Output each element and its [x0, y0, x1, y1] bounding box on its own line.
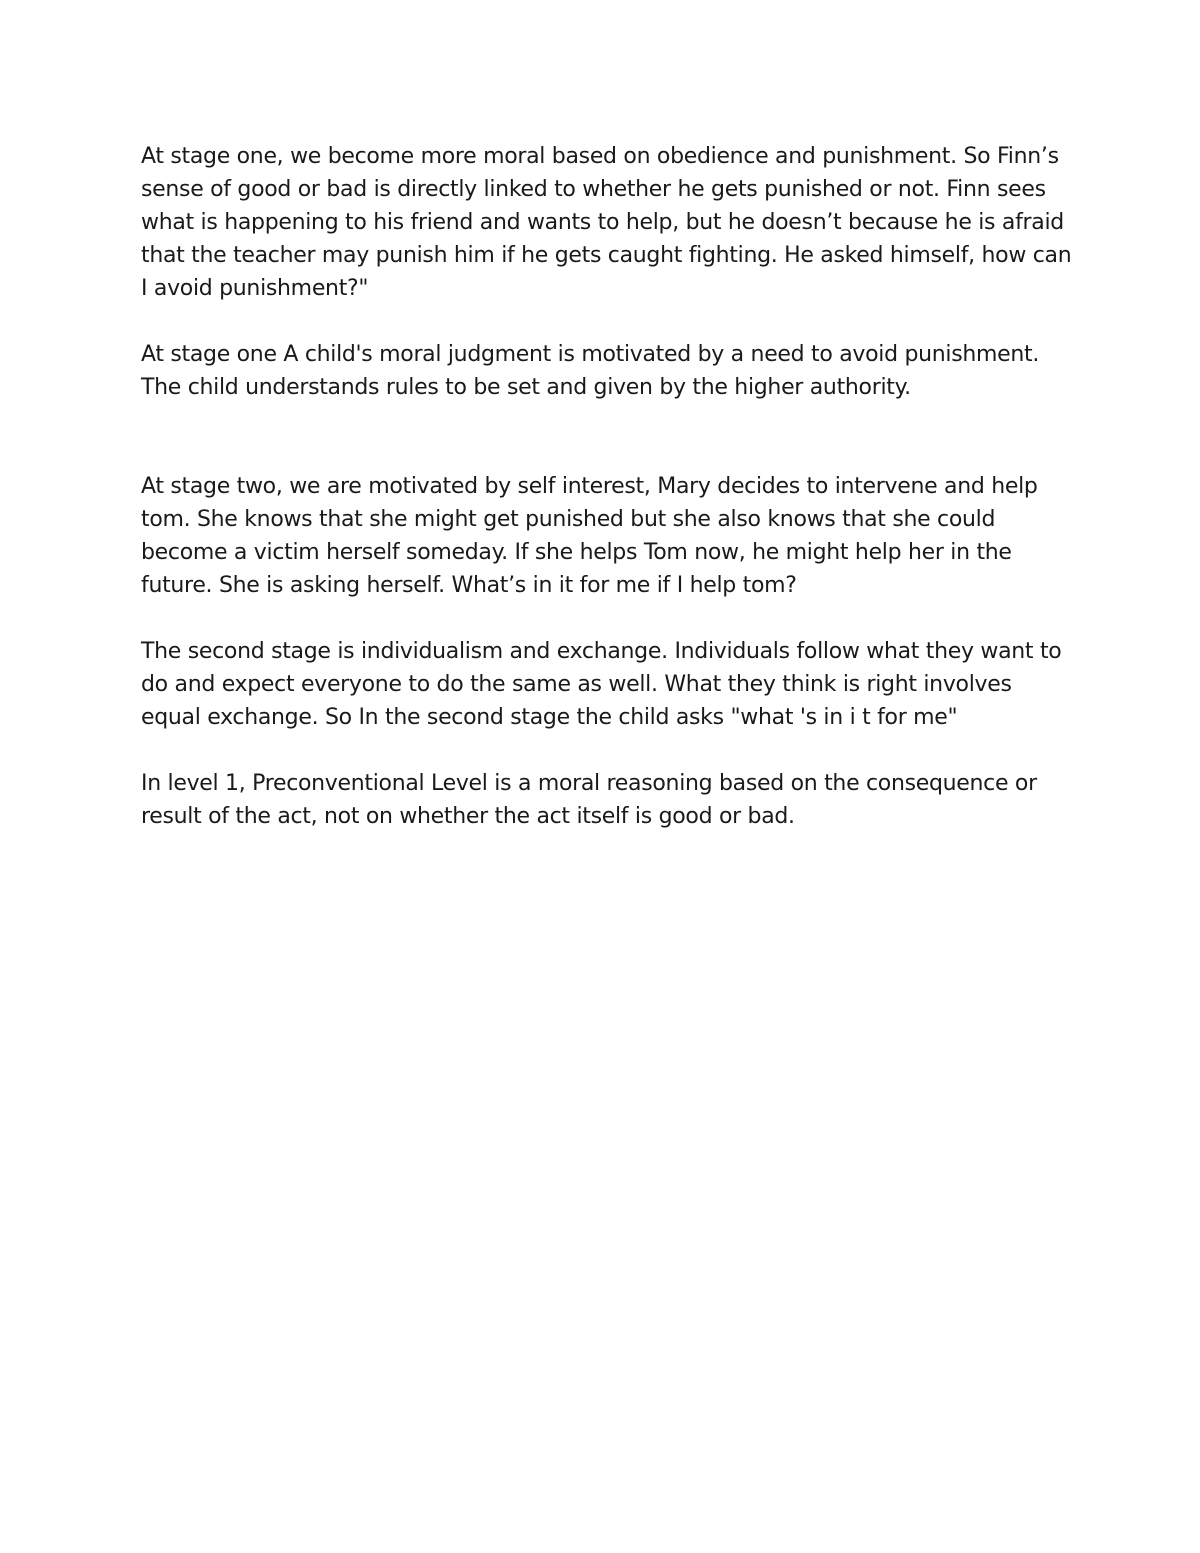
- paragraph-stage-one-summary: At stage one A child's moral judgment is motivated by a need to avoid punishment. The child understands rules to be set and given by the higher authority.: [141, 342, 1040, 400]
- paragraph-level-one: In level 1, Preconventional Level is a moral reasoning based on the consequence or result of the act, not on whether the act itself is good or bad.: [141, 771, 1037, 829]
- paragraph-stage-one: At stage one, we become more moral based on obedience and punishment. So Finn’s sense of good or bad is directly linked to whether he gets punished or not. Finn sees what is happening to his friend and wants to help, but he doesn’t because he is afraid that the teacher may punish him if he gets caught fighting. He asked himself, how can I avoid punishment?": [141, 144, 1072, 301]
- document-body: [141, 140, 1076, 833]
- paragraph-stage-two: At stage two, we are motivated by self interest, Mary decides to intervene and help tom. She knows that she might get punished but she also knows that she could become a victim herself someday. If she helps Tom now, he might help her in the future. She is asking herself. What’s in it for me if I help tom?: [141, 474, 1038, 598]
- paragraph-stage-two-summary: The second stage is individualism and exchange. Individuals follow what they want to do and expect everyone to do the same as well. What they think is right involves equal exchange. So In the second stage the child asks "what 's in i t for me": [141, 639, 1062, 730]
